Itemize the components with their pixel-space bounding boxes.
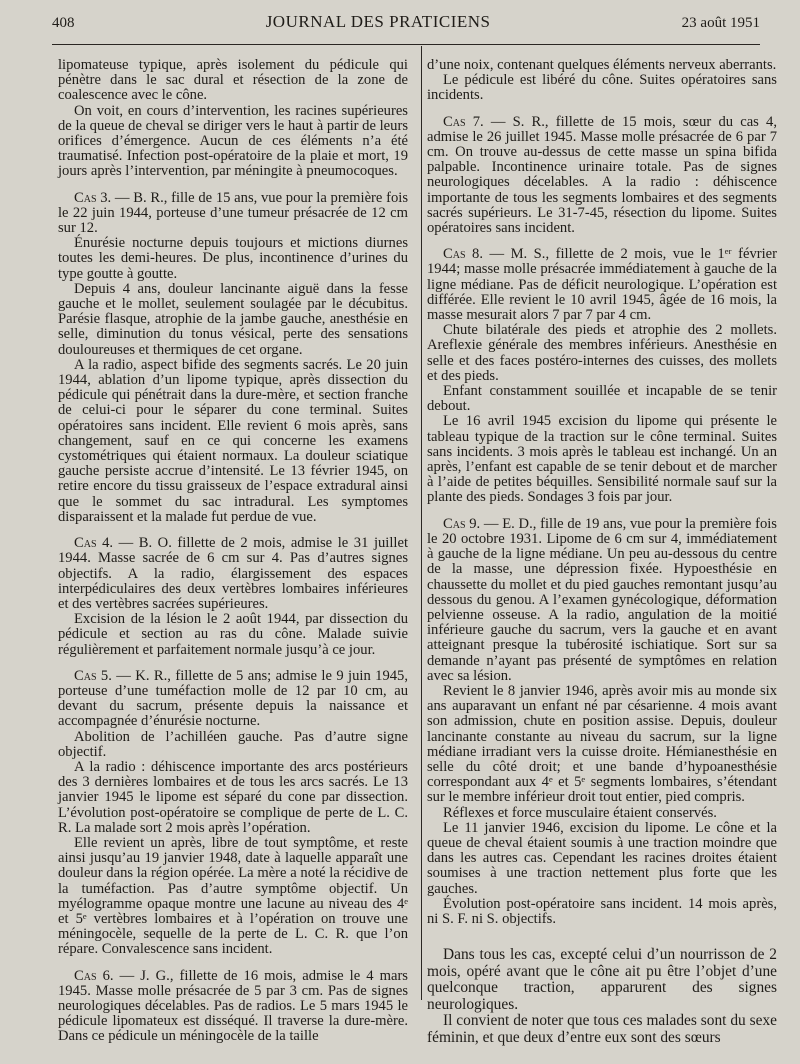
paragraph: Elle revient un après, libre de tout symptôme, et reste ainsi jusqu’au 19 janvier 1948, date à laquelle apparaît une douleur dans la région opérée. La mère a noté la récidive de la tuméfaction. Pas d’autre symptôme objectif. Un myélogramme opaque montre une lacune au niveau des 4ᵉ et 5ᵉ vertèbres lombaires et à l’opération on trouve une méningocèle, sequelle de la perte de L. C. R. que l’on répare. Convalescence sans incident. (58, 834, 408, 958)
paragraph: Depuis 4 ans, douleur lancinante aiguë dans la fesse gauche et le mollet, seulement soulagée par le décubitus. Parésie flasque, atrophie de la jambe gauche, anesthésie en selle, diminution du tonus vésical, perte des sensations douloureuses et thermiques de cet organe. (58, 280, 408, 358)
paragraph: Chute bilatérale des pieds et atrophie des 2 mollets. Areflexie générale des membres inférieurs. Anesthésie en selle et des faces postéro-internes des cuisses, des mollets et des pieds. (427, 322, 777, 384)
paragraph: d’une noix, contenant quelques éléments nerveux aberrants. (427, 57, 777, 73)
case-label: Cas 6. (74, 967, 114, 984)
case-paragraph: Cas 8. — M. S., fillette de 2 mois, vue le 1ᵉʳ février 1944; masse molle présacrée immédiatement à gauche de la ligne médiane. Pas de déficit neurologique. L’opération est différée. Elle revient le 10 avril 1945, âgée de 16 mois, la masse mesurait alors 7 par 7 par 4 cm. (427, 246, 777, 324)
case-label: Cas 8. (443, 246, 483, 263)
paragraph: Le 16 avril 1945 excision du lipome qui présente le tableau typique de la traction sur le cône terminal. Suites sans incidents. 3 mois après le tableau est inchangé. Un an après, l’enfant est capable de se tenir debout et de marcher à l’aide de petites béquilles. Sensibilité normale sauf sur la plante des pieds. Sondages 3 fois par jour. (427, 413, 777, 506)
case-paragraph: Cas 3. — B. R., fille de 15 ans, vue pour la première fois le 22 juin 1944, porteuse d’une tumeur présacrée de 12 cm sur 12. (58, 189, 408, 237)
paragraph: Enfant constamment souillée et incapable de se tenir debout. (427, 383, 777, 415)
case-paragraph: Cas 5. — K. R., fillette de 5 ans; admise le 9 juin 1945, porteuse d’une tuméfaction molle de 12 par 10 cm, au devant du sacrum, présente depuis la naissance et accompagnée d’énurésie nocturne. (58, 667, 408, 730)
right-column (427, 58, 777, 1046)
case-label: Cas 4. (74, 535, 114, 552)
paragraph: Évolution post-opératoire sans incident. 14 mois après, ni S. F. ni S. objectifs. (427, 895, 777, 927)
paragraph: Excision de la lésion le 2 août 1944, par dissection du pédicule et section au ras du cône. Malade suivie régulièrement et parfaitement normale jusqu’à ce jour. (58, 611, 408, 658)
conclusion-paragraph: Il convient de noter que tous ces malades sont du sexe féminin, et que deux d’entre eux sont des sœurs (427, 1012, 777, 1046)
case-label: Cas 7. (443, 113, 484, 130)
case-paragraph: Cas 4. — B. O. fillette de 2 mois, admise le 31 juillet 1944. Masse sacrée de 6 cm sur 4. Pas d’autres signes objectifs. A la radio, élargissement des espaces interpédiculaires des deux vertèbres lombaires inférieures et des vertèbres sacrées supérieures. (58, 535, 408, 612)
paragraph: A la radio : déhiscence importante des arcs postérieurs des 3 dernières lombaires et de tous les arcs sacrés. Le 13 janvier 1945 le lipome est séparé du cone par dissection. L’évolution post-opératoire se complique de perte de L. C. R. La malade sort 2 mois après l’opération. (58, 758, 408, 836)
conclusion-paragraph: Dans tous les cas, excepté celui d’un nourrisson de 2 mois, opéré avant que le cône ait pu être l’objet d’une quelconque traction, apparurent des signes neurologiques. (427, 946, 777, 1013)
paragraph: lipomateuse typique, après isolement du pédicule qui pénètre dans le sac dural et résection de la zone de coalescence avec le cône. (58, 57, 408, 104)
page-header (52, 12, 760, 40)
header-rule (52, 44, 760, 45)
case-paragraph: Cas 6. — J. G., fillette de 16 mois, admise le 4 mars 1945. Masse molle présacrée de 5 par 3 cm. Pas de signes neurologiques décelables. Pas de radios. Le 5 mars 1945 le pédicule lipomateux est disséqué. Il traverse la dure-mère. Dans ce pédicule un méningocèle de la taille (58, 967, 408, 1045)
paragraph: A la radio, aspect bifide des segments sacrés. Le 20 juin 1944, ablation d’un lipome typique, après dissection du pédicule qui pénétrait dans la dure-mère, et section franche de celui-ci pour le séparer du cone terminal. Suites opératoires sans incident. Elle revient 6 mois après, sans changement, sauf en ce qui concerne les examens cystométriques qui étaient normaux. La douleur sciatique gauche persiste accrue d’intensité. Le 13 février 1945, on retire encore du tissu graisseux de l’espace extradural ainsi que le sommet du sac intradural. Les symptomes disparaissent et la malade fut perdue de vue. (58, 356, 408, 525)
paragraph: Le 11 janvier 1946, excision du lipome. Le cône et la queue de cheval étaient soumis à une traction moindre que dans les autres cas. Cependant les racines droites étaient soumises à une traction nettement plus forte que les gauches. (427, 819, 777, 897)
page-number: 408 (52, 15, 75, 31)
paragraph: Le pédicule est libéré du cône. Suites opératoires sans incidents. (427, 72, 777, 104)
case-label: Cas 9. (443, 515, 481, 532)
paragraph: On voit, en cours d’intervention, les racines supérieures de la queue de cheval se diriger vers le haut à partir de leurs orifices d’émergence. Aucun de ces éléments n’a été traumatisé. Infection post-opératoire de la plaie et mort, 19 jours après l’intervention, par méningite à pneumocoques. (58, 102, 408, 180)
paragraph: Abolition de l’achilléen gauche. Pas d’autre signe objectif. (58, 728, 408, 760)
left-column (58, 58, 408, 1045)
case-paragraph: Cas 7. — S. R., fillette de 15 mois, sœur du cas 4, admise le 26 juillet 1945. Masse molle présacrée de 6 par 7 cm. On trouve au-dessus de cette masse un spina bifida palpable. Incontinence urinaire totale. Pas de signes neurologiques décelables. A la radio : déhiscence importante de tous les segments lombaires et des segments sacrés supérieurs. Le 31-7-45, résection du lipome. Suites opératoires sans incident. (427, 113, 777, 237)
case-label: Cas 5. (74, 667, 112, 684)
case-paragraph: Cas 9. — E. D., fille de 19 ans, vue pour la première fois le 20 octobre 1931. Lipome de 6 cm sur 4, immédiatement à gauche de la ligne médiane. Un peu au-dessous du centre de la masse, une dépression fixée. Hypoesthésie en chaussette du mollet et du pied gauches remontant jusqu’au dessous du genou. A l’examen gynécologique, déformation pelvienne osseuse. A la radio, angulation de la moitié inférieure gauche du sacrum, vers la gauche et en avant atteignant presque la tubérosité ischiatique. Sort sur sa demande n’ayant pas présenté de symptômes en relation avec sa lésion. (427, 515, 777, 684)
paragraph: Revient le 8 janvier 1946, après avoir mis au monde six ans auparavant un enfant né par césarienne. 4 mois avant son admission, chute en position assise. Depuis, douleur lancinante constante au niveau du sacrum, sur la ligne médiane irradiant vers la cuisse droite. Hémianesthésie en selle du côté droit; et une bande d’hypoanesthésie correspondant aux 4ᵉ et 5ᵉ segments lombaires, s’étendant sur le membre inférieur droit tout entier, pied compris. (427, 682, 777, 806)
paragraph: Énurésie nocturne depuis toujours et mictions diurnes toutes les demi-heures. De plus, incontinence d’urines du type goutte à goutte. (58, 235, 408, 282)
case-label: Cas 3. (74, 189, 112, 206)
journal-title: JOURNAL DES PRATICIENS (265, 12, 491, 31)
paragraph: Réflexes et force musculaire étaient conservés. (443, 804, 717, 821)
column-divider (421, 46, 422, 1000)
issue-date: 23 août 1951 (681, 15, 760, 31)
